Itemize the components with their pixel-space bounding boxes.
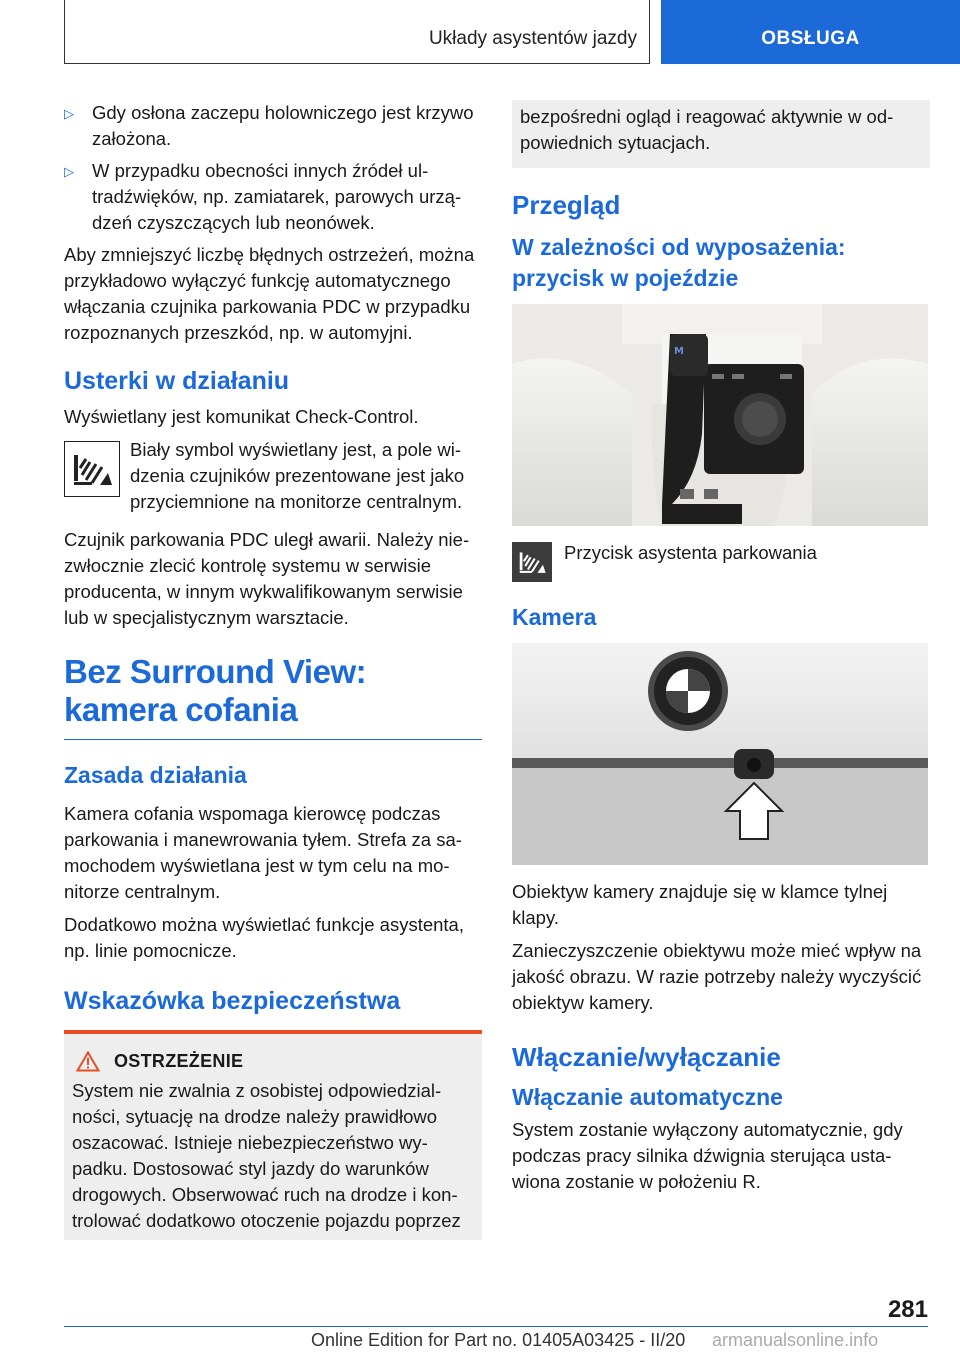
icon-note [64, 437, 482, 515]
paragraph: Aby zmniejszyć liczbę błędnych ostrzeżeń, można przykładowo wyłączyć funkcję automatycznego włączania czujnika parkowania PDC w przypadku rozpoznanych przeszkód, np. w automyjni. [64, 244, 475, 343]
footer-edition: Online Edition for Part no. 01405A03425 - II/20 [311, 1330, 686, 1350]
triangle-bullet-icon: ▷ [64, 106, 74, 121]
header-section-title: Układy asystentów jazdy [428, 28, 637, 49]
svg-text:M: M [674, 346, 684, 357]
page-number: 281 [887, 1296, 928, 1323]
paragraph: System zostanie wyłączony automatycznie, gdy podczas pracy silnika dźwignia sterująca ustawiona zostanie w położeniu R. [512, 1119, 903, 1192]
warning-text: System nie zwalnia z osobistej odpowiedzialności, sytuację na drodze należy prawidłowo oszacować. Istnieje niebezpieczeństwo wypadku. Dostosować styl jazdy do warunków drogowych. Obserwować ruch na drodze i kontrolować dodatkowo otoczenie pojazdu poprzez [72, 1080, 461, 1231]
paragraph: Zanieczyszczenie obiektywu może mieć wpływ na jakość obrazu. W razie potrzeby należy wyczyścić obiektyw kamery. [512, 940, 922, 1013]
pdc-sensor-icon [64, 441, 120, 497]
paragraph: Obiektyw kamery znajduje się w klamce tylnej klapy. [512, 881, 888, 928]
triangle-bullet-icon: ▷ [64, 164, 74, 179]
list-item-text: W przypadku obecności innych źródeł ultradźwięków, np. zamiatarek, parowych urządzeń czyszczących lub neonówek. [92, 160, 462, 233]
center-console-image [512, 304, 928, 526]
heading-divider [64, 739, 482, 740]
paragraph: Dodatkowo można wyświetlać funkcje asystenta, np. linie pomocnicze. [64, 914, 464, 961]
heading-camera: Kamera [512, 604, 597, 630]
rear-camera-image [512, 643, 928, 865]
button-caption-row [512, 540, 930, 582]
header-chapter-tab [661, 0, 960, 64]
header-chapter-label: OBSŁUGA [761, 28, 860, 49]
paragraph: Wyświetlany jest komunikat Check-Control. [64, 406, 419, 427]
left-column [64, 100, 482, 1240]
header-section-box [64, 0, 650, 64]
warning-box-continued [512, 100, 930, 168]
list-item [64, 158, 482, 236]
warning-triangle-icon [76, 1051, 100, 1072]
warning-box [64, 1034, 482, 1240]
heading-principle: Zasada działania [64, 762, 247, 788]
heading-auto-on: Włączanie automatyczne [512, 1084, 783, 1110]
heading-rear-camera: Bez Surround View: kamera cofania [64, 653, 367, 728]
heading-faults: Usterki w działaniu [64, 367, 290, 395]
warning-text-continued: bezpośredni ogląd i reagować aktywnie w odpowiednich sytuacjach. [520, 106, 894, 153]
heading-equipment-button: W zależności od wyposażenia: przycisk w pojeździe [512, 234, 846, 291]
list-item-text: Gdy osłona zaczepu holowniczego jest krzywo założona. [92, 102, 474, 149]
list-item [64, 100, 482, 152]
warning-title: OSTRZEŻENIE [114, 1051, 244, 1071]
paragraph: Kamera cofania wspomaga kierowcę podczas parkowania i manewrowania tyłem. Strefa za samochodem wyświetlana jest w tym celu na monitorze centralnym. [64, 803, 462, 902]
paragraph: Czujnik parkowania PDC uległ awarii. Należy niezwłocznie zlecić kontrolę systemu w serwisie producenta, w innym wykwalifikowanym serwisie lub w specjalistycznym warsztacie. [64, 529, 470, 628]
button-caption: Przycisk asystenta parkowania [564, 542, 817, 563]
pdc-sensor-icon [512, 542, 552, 582]
heading-safety: Wskazówka bezpieczeństwa [64, 987, 401, 1015]
heading-overview: Przegląd [512, 190, 621, 220]
icon-note-text: Biały symbol wyświetlany jest, a pole widzenia czujników prezentowane jest jako przyciemnione na monitorze centralnym. [130, 439, 465, 512]
footer-watermark: armanualsonline.info [712, 1330, 879, 1350]
footer-divider [64, 1326, 928, 1327]
heading-on-off: Włączanie/wyłączanie [512, 1042, 781, 1072]
right-column [512, 100, 930, 1202]
warning-title-row [72, 1048, 474, 1074]
